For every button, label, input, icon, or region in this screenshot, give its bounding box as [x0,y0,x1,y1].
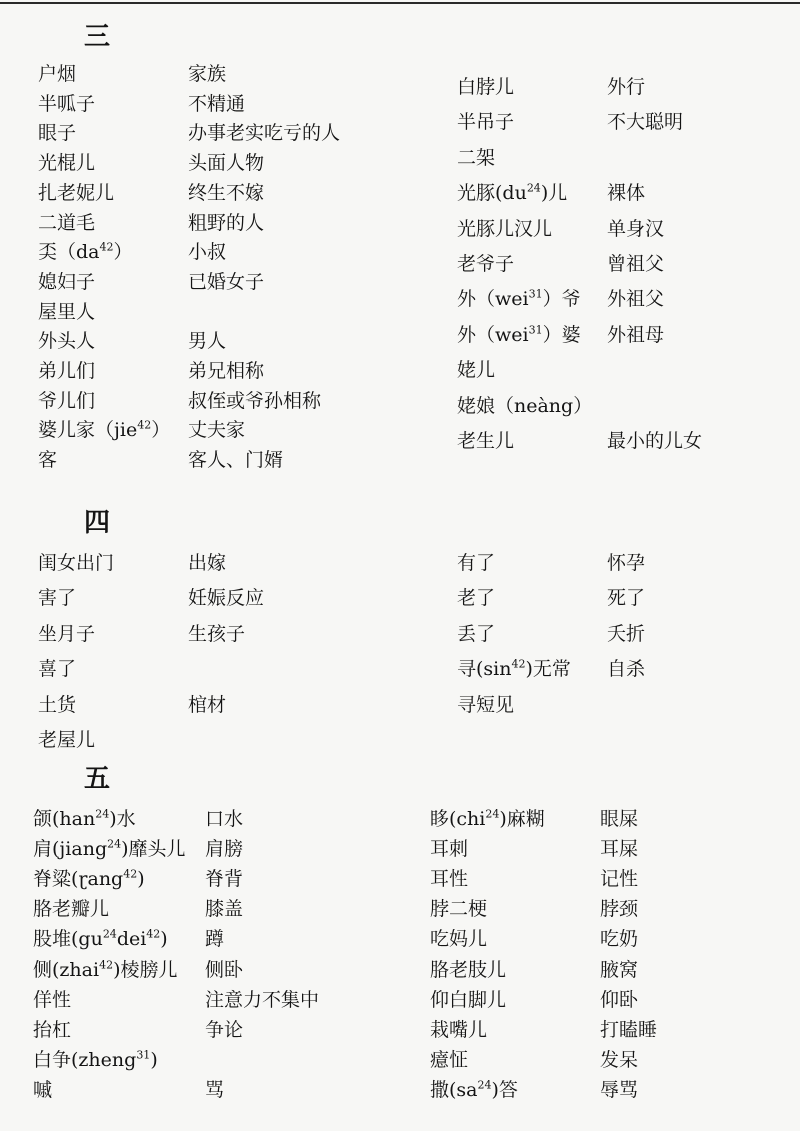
term-meaning: 丈夫家 [188,419,246,441]
term-meaning: 生孩子 [188,623,246,645]
term-meaning: 腋窝 [600,959,639,981]
term-meaning: 死了 [607,587,646,609]
dialect-term: 佯性 [33,989,72,1011]
dialect-term: 外（wei$^{31}$）婆 [457,323,581,346]
dialect-term: 股堆$(gu^{24}dei^{42})$ [33,927,168,950]
dialect-term: 栽嘴儿 [430,1019,488,1041]
term-meaning: 骂 [205,1079,225,1101]
term-meaning: 外行 [607,76,646,98]
dialect-term: 光豚$(du^{24})$儿 [457,181,568,204]
dialect-term: 奀$(da^{42})$ [38,240,133,263]
dialect-term: 二道毛 [38,212,96,234]
dialect-term: 二架 [457,147,496,169]
term-meaning: 裸体 [607,182,646,204]
term-meaning: 发呆 [600,1049,639,1071]
term-meaning: 注意力不集中 [205,989,320,1011]
dialect-term: 坐月子 [38,623,96,645]
term-meaning: 粗野的人 [188,212,265,234]
dialect-term: 老爷子 [457,253,515,275]
dialect-term: 颌(han$^{24}$)水 [33,807,136,830]
term-meaning: 打瞌睡 [600,1019,658,1041]
dialect-term: 脊粱(ɽang$^{42}$) [33,867,145,890]
top-rule [0,2,800,4]
dialect-term: 眼子 [38,122,77,144]
term-meaning: 最小的儿女 [607,430,703,452]
dialect-term: 外头人 [38,330,96,352]
dialect-term: 有了 [457,552,496,574]
term-meaning: 叔侄或爷孙相称 [188,390,322,412]
term-meaning: 弟兄相称 [188,360,265,382]
dialect-term: 外（wei$^{31}$）爷 [457,287,581,310]
dialect-term: 抬杠 [33,1019,72,1041]
term-meaning: 自杀 [607,658,646,680]
term-meaning: 脖颈 [600,898,639,920]
dialect-term: 户烟 [38,63,77,85]
dialect-term: 媳妇子 [38,271,96,293]
dialect-term: 胳老瓣儿 [33,898,110,920]
dialect-term: 爷儿们 [38,390,96,412]
term-meaning: 耳屎 [600,838,639,860]
dialect-term: 半吊子 [457,111,515,133]
dialect-term: 仰白脚儿 [430,989,507,1011]
dialect-term: 老了 [457,587,496,609]
dialect-term: 耳刺 [430,838,469,860]
term-meaning: 膝盖 [205,898,244,920]
dialect-term: 侧(zhai$^{42}$)棱膀儿 [33,958,178,981]
dialect-term: 胳老肢儿 [430,959,507,981]
term-meaning: 出嫁 [188,552,227,574]
dialect-term: 耳性 [430,868,469,890]
dialect-term: 老生儿 [457,430,515,452]
dialect-term: 屋里人 [38,301,96,323]
term-meaning: 棺材 [188,694,227,716]
dialect-term: 土货 [38,694,77,716]
term-meaning: 已婚女子 [188,271,265,293]
dialect-term: 光棍儿 [38,152,96,174]
term-meaning: 吃奶 [600,928,639,950]
term-meaning: 争论 [205,1019,244,1041]
dialect-term: 光豚儿汉儿 [457,218,553,240]
dialect-term: 老屋儿 [38,729,96,751]
term-meaning: 小叔 [188,241,227,263]
dialect-term: 白脖儿 [457,76,515,98]
term-meaning: 终生不嫁 [188,182,265,204]
term-meaning: 怀孕 [607,552,646,574]
dialect-term: 喜了 [38,658,77,680]
term-meaning: 外祖母 [607,324,665,346]
term-meaning: 不大聪明 [607,111,684,133]
dialect-term: 客 [38,449,58,471]
term-meaning: 单身汉 [607,218,665,240]
term-meaning: 蹲 [205,928,225,950]
section-heading-four: 四 [84,508,111,538]
term-meaning: 外祖父 [607,288,665,310]
term-meaning: 曾祖父 [607,253,665,275]
dialect-term: 吃妈儿 [430,928,488,950]
section-heading-five: 五 [84,764,111,794]
term-meaning: 妊娠反应 [188,587,265,609]
dialect-term: 弟儿们 [38,360,96,382]
dialect-term: 撒$(sa^{24})$答 [430,1078,518,1101]
term-meaning: 眼屎 [600,808,639,830]
term-meaning: 记性 [600,868,639,890]
dialect-term: 丢了 [457,623,496,645]
term-meaning: 肩膀 [205,838,244,860]
dialect-term: 白争(zheng$^{31}$) [33,1048,158,1071]
dialect-term: 嘁 [33,1079,53,1101]
term-meaning: 头面人物 [188,152,265,174]
dialect-term: 闺女出门 [38,552,115,574]
dialect-term: 姥娘（neàng） [457,395,593,417]
dialect-term: 寻短见 [457,694,515,716]
term-meaning: 仰卧 [600,989,639,1011]
dialect-term: 扎老妮儿 [38,182,115,204]
dialect-term: 眵(chi$^{24}$)麻糊 [430,807,545,830]
term-meaning: 家族 [188,63,227,85]
term-meaning: 辱骂 [600,1079,639,1101]
dialect-term: 寻$(\sin^{42})$无常 [457,657,571,680]
term-meaning: 客人、门婿 [188,449,284,471]
term-meaning: 侧卧 [205,959,244,981]
dialect-term: 脖二梗 [430,898,488,920]
dialect-term: 害了 [38,587,77,609]
dialect-term: 肩(jiang$^{24}$)靡头儿 [33,837,186,860]
term-meaning: 夭折 [607,623,646,645]
dialect-term: 姥儿 [457,359,496,381]
term-meaning: 不精通 [188,93,246,115]
section-heading-three: 三 [84,22,111,52]
dialect-term: 癔怔 [430,1049,469,1071]
term-meaning: 脊背 [205,868,244,890]
term-meaning: 男人 [188,330,227,352]
dialect-term: 婆儿家（jie$^{42}$） [38,418,171,441]
term-meaning: 口水 [205,808,244,830]
term-meaning: 办事老实吃亏的人 [188,122,341,144]
dialect-term: 半呱子 [38,93,96,115]
